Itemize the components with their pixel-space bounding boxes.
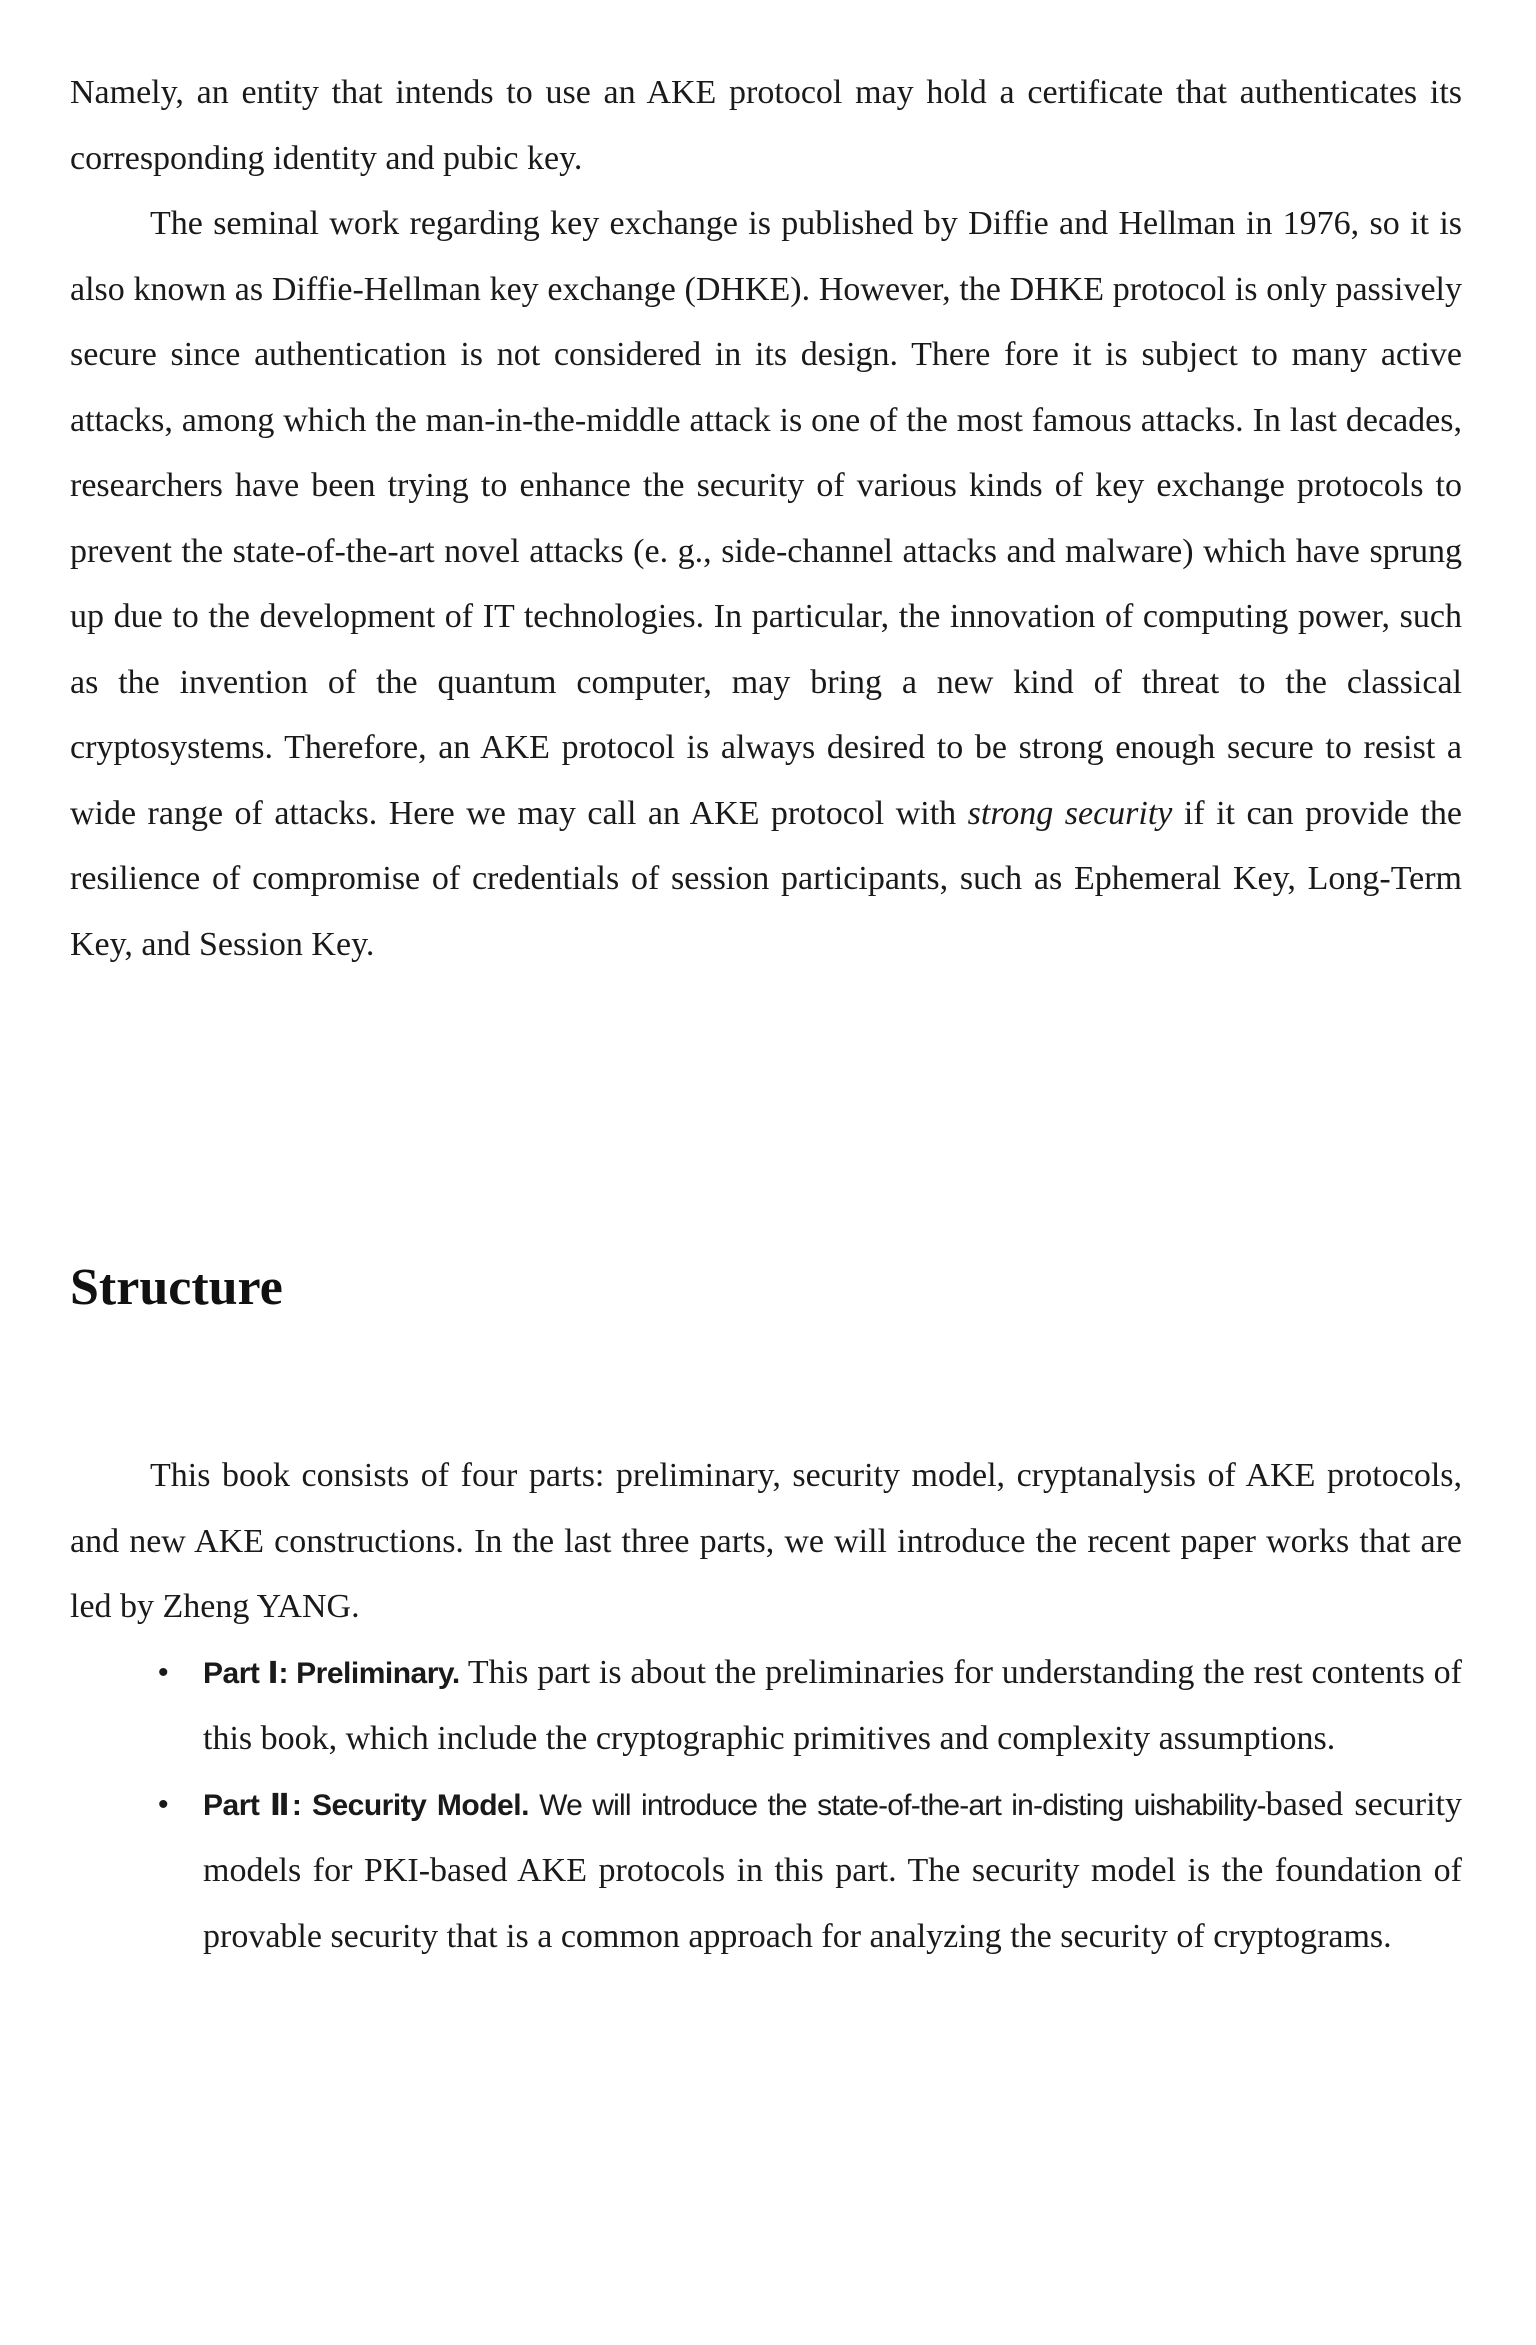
intro-paragraph-2 xyxy=(70,191,1462,977)
parts-list xyxy=(70,1640,1462,1970)
part-2-description: based security models for PKI-based AKE protocols in this part. The security model is the foundation of provable security that is a common approach for analyzing the security of cryptograms. xyxy=(203,1785,1463,1955)
structure-intro-paragraph: This book consists of four parts: preliminary, security model, cryptanalysis of AKE protocols, and new AKE constructions. In the last three parts, we will introduce the recent paper works that are led by Zheng YANG. xyxy=(70,1457,1462,1625)
list-item-part-1 xyxy=(70,1640,1462,1772)
list-item-part-2 xyxy=(70,1772,1462,1970)
strong-security-term: strong security xyxy=(967,794,1173,832)
intro-paragraph-1: Namely, an entity that intends to use an AKE protocol may hold a certificate that authenticates its corresponding identity and pubic key. xyxy=(70,74,1462,177)
bullet-icon: • xyxy=(158,1787,169,1821)
intro-paragraph-2-text-a: The seminal work regarding key exchange is published by Diffie and Hellman in 1976, so it is also known as Diffie-Hellman key exchange (DHKE). However, the DHKE protocol is only passively secure since authentication is not considered in its design. There fore it is subject to many active attacks, among which the man-in-the-middle attack is one of the most famous attacks. In last decades, researchers have been trying to enhance the security of various kinds of key exchange protocols to prevent the state-of-the-art novel attacks (e. g., side-channel attacks and malware) which have sprung up due to the development of IT technologies. In particular, the innovation of computing power, such as the invention of the quantum computer, may bring a new kind of threat to the classical cryptosystems. Therefore, an AKE protocol is always desired to be strong enough secure to resist a wide range of attacks. Here we may call an AKE protocol with xyxy=(70,205,1462,832)
part-2-title: Part Ⅱ: Security Model. xyxy=(203,1788,529,1822)
part-1-title: Part Ⅰ: Preliminary. xyxy=(203,1656,460,1690)
section-heading-structure: Structure xyxy=(70,1259,283,1316)
bullet-icon: • xyxy=(158,1655,169,1689)
part-2-lead-text: We will introduce the state-of-the-art in-disting uishability- xyxy=(528,1788,1266,1822)
part-1-description: This part is about the preliminaries for understanding the rest contents of this book, which include the cryptographic primitives and complexity assumptions. xyxy=(203,1653,1462,1757)
intro-paragraph-2-text-b: if it can provide the resilience of compromise of credentials of session participants, such as Ephemeral Key, Long-Term Key, and Session Key. xyxy=(70,794,1462,963)
document-page xyxy=(70,60,1462,1969)
